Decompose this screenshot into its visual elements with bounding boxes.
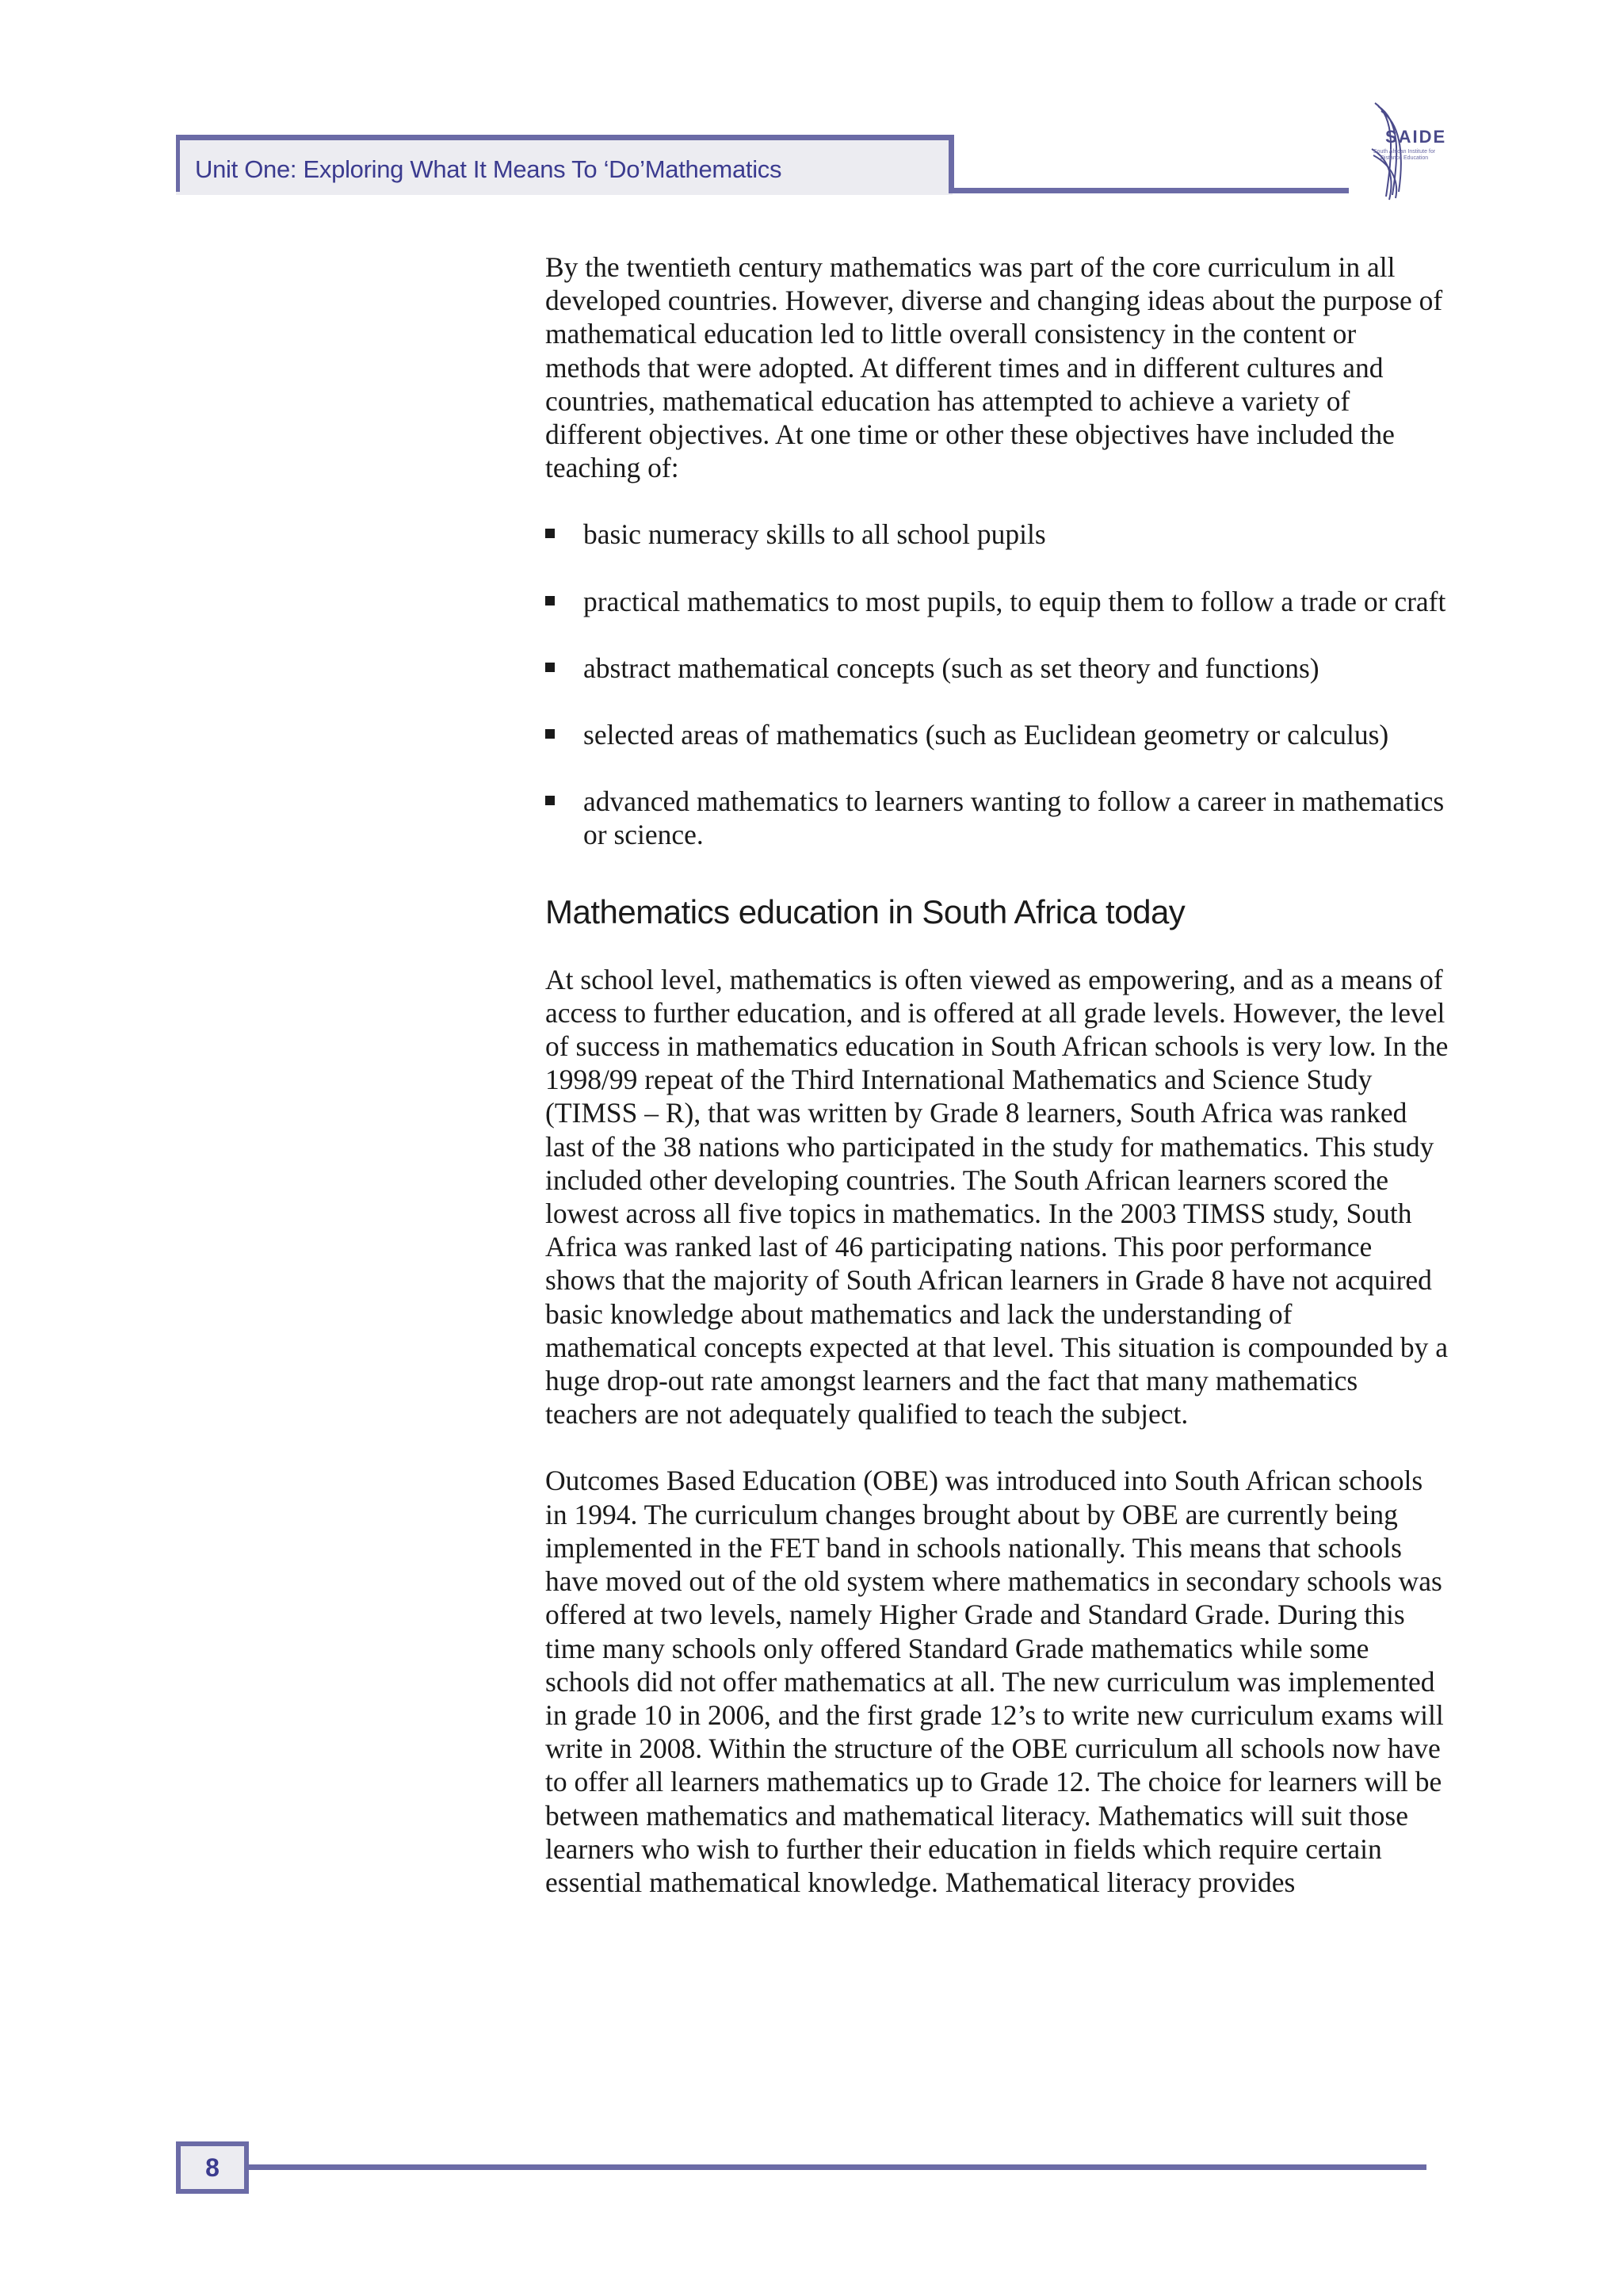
square-bullet-icon (545, 663, 555, 672)
objectives-list (545, 518, 1449, 851)
list-item-text: selected areas of mathematics (such as Euclidean geometry or calculus) (583, 719, 1389, 751)
list-item (545, 651, 1449, 685)
list-item (545, 585, 1449, 618)
list-item-text: basic numeracy skills to all school pupils (583, 518, 1046, 551)
list-item-text: practical mathematics to most pupils, to equip them to follow a trade or craft (583, 585, 1446, 617)
list-item-text: advanced mathematics to learners wanting to follow a career in mathematics or science. (583, 785, 1445, 851)
list-item-text: abstract mathematical concepts (such as set theory and functions) (583, 651, 1319, 684)
body-paragraph: Outcomes Based Education (OBE) was introduced into South African schools in 1994. The curriculum changes brought about by OBE are currently being implemented in the FET band in schools nationally. This means that schools have moved out of the old system where mathematics in secondary schools was offered at two levels, namely Higher Grade and Standard Grade. During this time many schools only offered Standard Grade mathematics while some schools did not offer mathematics at all. The new curriculum was implemented in grade 10 in 2006, and the first grade 12’s to write new curriculum exams will write in 2008. Within the structure of the OBE curriculum all schools now have to offer all learners mathematics up to Grade 12. The choice for learners will be between mathematics and mathematical literacy. Mathematics will suit those learners who wish to further their education in fields which require certain essential mathematical knowledge. Mathematical literacy provides (545, 1465, 1444, 1898)
header-rule (949, 188, 1349, 193)
logo-wordmark: SAIDE (1385, 127, 1447, 147)
section-heading: Mathematics education in South Africa today (545, 892, 1186, 930)
list-item (545, 785, 1449, 851)
body-paragraph: At school level, mathematics is often viewed as empowering, and as a means of access to further education, and is offered at all grade levels. However, the level of success in mathematics education in South African schools is very low. In the 1998/99 repeat of the Third International Mathematics and Science Study (TIMSS – R), that was written by Grade 8 learners, South Africa was ranked last of the 38 nations who participated in the study for mathematics. This study included other developing countries. The South African learners scored the lowest across all five topics in mathematics. In the 2003 TIMSS study, South Africa was ranked last of 46 participating nations. This poor performance shows that the majority of South African learners in Grade 8 have not acquired basic knowledge about mathematics and lack the understanding of mathematical concepts expected at that level. This situation is compounded by a huge drop-out rate amongst learners and the fact that many mathematics teachers are not adequately qualified to teach the subject. (545, 963, 1449, 1431)
square-bullet-icon (545, 729, 555, 739)
footer-rule (249, 2164, 1426, 2170)
page-number: 8 (176, 2141, 249, 2194)
list-item (545, 518, 1449, 551)
logo-subtitle-line: South African Institute for (1373, 149, 1436, 155)
running-header-title: Unit One: Exploring What It Means To ‘Do’Mathematics (195, 155, 782, 183)
logo-subtitle (1365, 149, 1444, 162)
square-bullet-icon (545, 596, 555, 606)
main-content (545, 250, 1449, 1899)
square-bullet-icon (545, 796, 555, 805)
square-bullet-icon (545, 529, 555, 538)
intro-paragraph: By the twentieth century mathematics was part of the core curriculum in all developed countries. However, diverse and changing ideas about the purpose of mathematical education led to little overall consistency in the content or methods that were adopted. At different times and in different cultures and countries, mathematical education has attempted to achieve a variety of different objectives. At one time or other these objectives have included the teaching of: (545, 251, 1443, 484)
logo-subtitle-line: Distance Education (1380, 155, 1429, 161)
list-item (545, 718, 1449, 751)
